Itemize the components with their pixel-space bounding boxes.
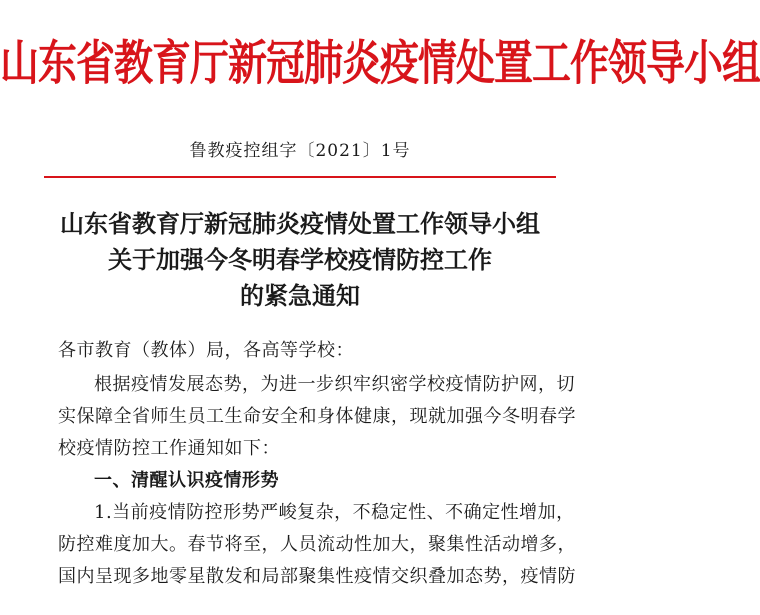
item-1-line-2: 防控难度加大。春节将至，人员流动性加大，聚集性活动增多， — [58, 534, 576, 555]
red-divider-line — [44, 176, 556, 178]
section-1-heading: 一、清醒认识疫情形势 — [94, 470, 279, 491]
item-1-line-1: 1.当前疫情防控形势严峻复杂，不稳定性、不确定性增加， — [94, 502, 575, 523]
salutation: 各市教育（教体）局，各高等学校： — [58, 340, 354, 361]
paragraph-1-line-1: 根据疫情发展态势，为进一步织牢织密学校疫情防护网，切 — [94, 374, 575, 395]
issuer-red-header: 山东省教育厅新冠肺炎疫情处置工作领导小组 — [0, 35, 760, 92]
item-1-line-3: 国内呈现多地零星散发和局部聚集性疫情交织叠加态势，疫情防 — [58, 566, 576, 587]
document-number: 鲁教疫控组字〔2021〕1号 — [189, 141, 411, 161]
notice-title-line-2: 关于加强今冬明春学校疫情防控工作 — [108, 245, 492, 274]
paragraph-1-line-2: 实保障全省师生员工生命安全和身体健康，现就加强今冬明春学 — [58, 406, 576, 427]
notice-title-line-1: 山东省教育厅新冠肺炎疫情处置工作领导小组 — [60, 209, 540, 238]
paragraph-1-line-3: 校疫情防控工作通知如下： — [58, 438, 280, 459]
notice-title-line-3: 的紧急通知 — [240, 281, 360, 310]
